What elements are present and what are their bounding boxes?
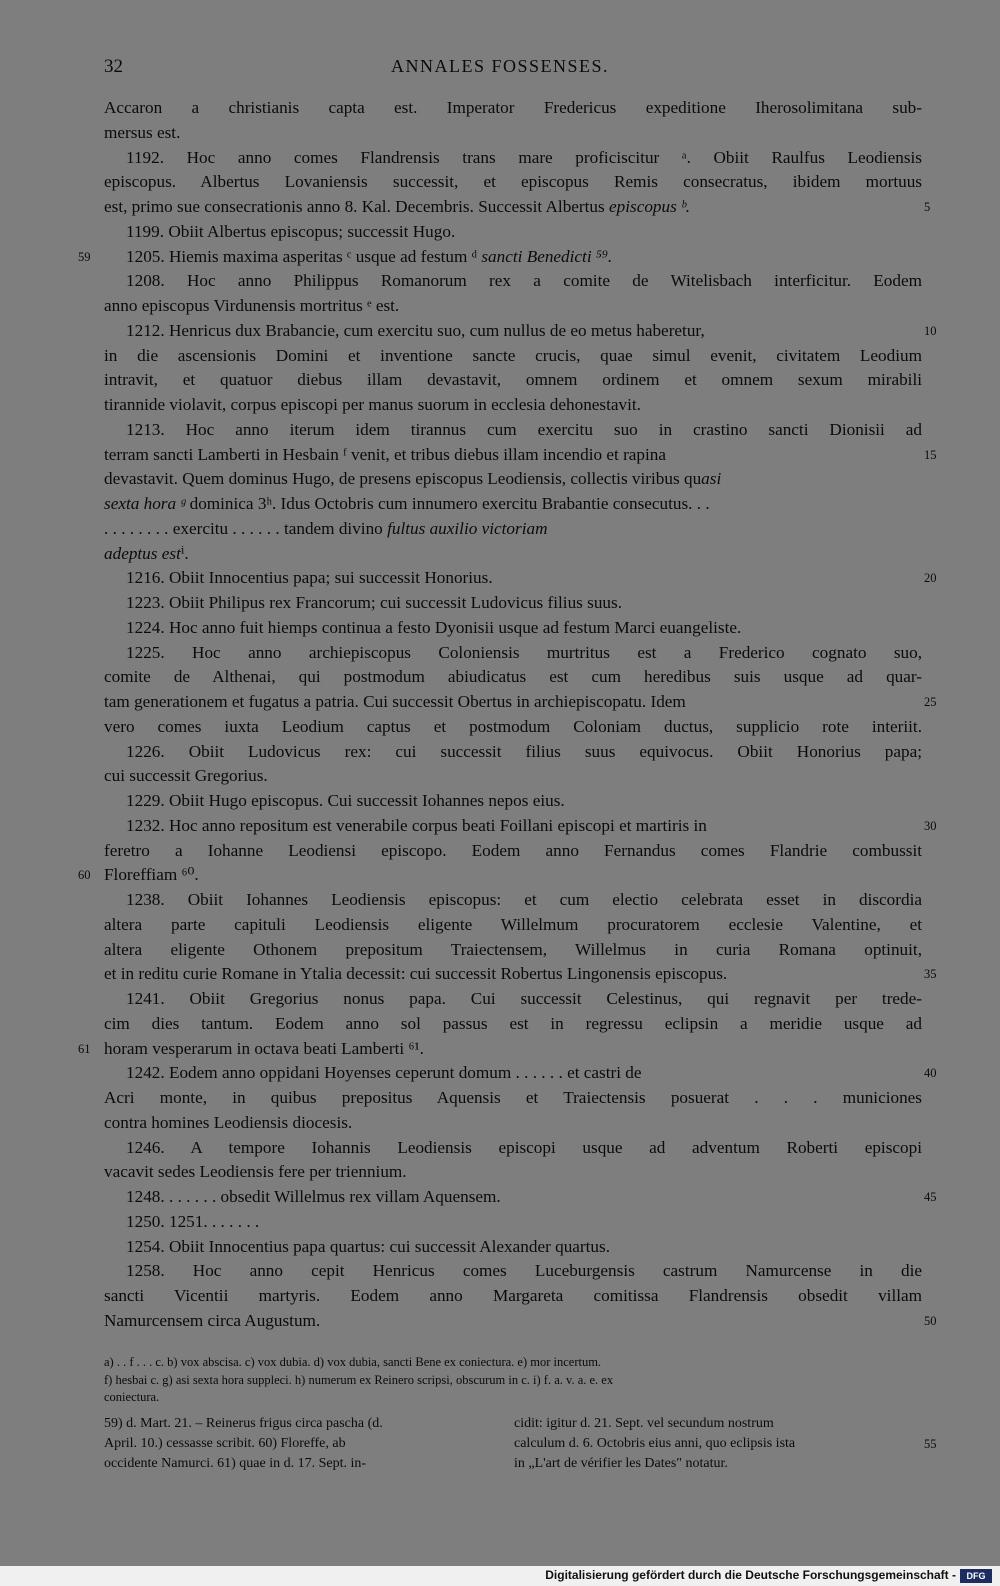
notes-line (104, 1434, 937, 1454)
text-line: altera parte capituli Leodiensis eligente Willelmum procuratorem ecclesie Valentine, et (104, 914, 922, 934)
text-line: sancti Vicentii martyris. Eodem anno Margareta comitissa Flandrensis obsedit villam (104, 1286, 922, 1305)
text-span: Floreffiam ⁶⁰. (104, 865, 199, 885)
text-line: 1208. Hoc anno Philippus Romanorum rex a comite de Witelisbach interficitur. Eodem (126, 271, 922, 291)
margin-note-number: 59 (78, 249, 91, 264)
page-number: 32 (104, 56, 123, 77)
line-number: 40 (924, 1066, 937, 1081)
text-line (104, 814, 937, 839)
margin-note-number: 61 (78, 1041, 91, 1056)
notes-right-column: in „L'art de vérifier les Dates" notatur. (514, 1456, 728, 1471)
text-line: anno episcopus Virdunensis mortritus ᵉ est. (104, 296, 400, 315)
line-number: 55 (924, 1437, 937, 1451)
text-line: cim dies tantum. Eodem anno sol passus est in regressu eclipsin a meridie usque ad (104, 1013, 922, 1033)
text-line: 1258. Hoc anno cepit Henricus comes Luceburgensis castrum Namurcense in die (126, 1261, 922, 1281)
text-line: 1238. Obiit Iohannes Leodiensis episcopus: et cum electio celebrata esset in discordia (126, 890, 922, 909)
line-number: 15 (924, 447, 937, 462)
italic-span: sexta hora ᵍ (104, 494, 186, 513)
text-line (104, 195, 931, 220)
text-span: devastavit. Quem dominus Hugo, de presens episcopus Leodiensis, collectis viribus qu (104, 469, 702, 489)
text-line (104, 962, 937, 987)
text-line: feretro a Iohanne Leodiensi episcopo. Eodem anno Fernandus comes Flandrie combussit (104, 840, 922, 860)
page-header (0, 56, 1000, 86)
text-line (104, 1061, 937, 1086)
text-line (104, 1185, 937, 1210)
line-number: 30 (924, 818, 937, 833)
text-line (104, 319, 937, 344)
italic-span: fultus auxilio victoriam (387, 518, 548, 538)
annals-text (78, 96, 937, 1334)
text-span: tam generationem et fugatus a patria. Cui successit Obertus in archiepiscopatu. Idem (104, 692, 686, 711)
text-line (104, 443, 937, 468)
text-span: 1205. Hiemis maxima asperitas ᶜ usque ad festum ᵈ (126, 246, 478, 266)
text-line: comite de Althenai, qui postmodum abiudicatus est cum heredibus suis usque ad quar- (104, 667, 922, 687)
text-line: tirannide violavit, corpus episcopi per manus suorum in ecclesia dehonestavit. (104, 395, 641, 414)
text-line (104, 1309, 937, 1334)
apparatus-line: a) . . f . . . c. b) vox abscisa. c) vox dubia. d) vox dubia, sancti Bene ex coniectura. e) mor incertum. (104, 1355, 602, 1369)
text-line: cui successit Gregorius. (104, 766, 268, 786)
text-line (104, 492, 922, 517)
text-line (78, 1037, 922, 1062)
text-line (104, 566, 937, 591)
italic-span: episcopus ᵇ. (609, 197, 691, 216)
text-span: terram sancti Lamberti in Hesbain ᶠ venit, et tribus diebus illam incendio et rapina (104, 444, 667, 464)
notes-right-column: cidit: igitur d. 21. Sept. vel secundum nostrum (514, 1416, 774, 1431)
text-line: 1226. Obiit Ludovicus rex: cui successit filius suus equivocus. Obiit Honorius papa; (126, 741, 922, 761)
text-line: mersus est. (104, 122, 181, 142)
notes-left-column: 59) d. Mart. 21. – Reinerus frigus circa pascha (d. (104, 1416, 383, 1431)
notes-right-column: calculum d. 6. Octobris eius anni, quo eclipsis ista (514, 1436, 796, 1451)
text-line: 1250. 1251. . . . . . . (126, 1211, 260, 1231)
apparatus-line: coniectura. (104, 1390, 160, 1404)
funding-notice: Digitalisierung gefördert durch die Deutsche Forschungsgemeinschaft - (545, 1568, 956, 1582)
text-line: 1192. Hoc anno comes Flandrensis trans mare proficiscitur ᵃ. Obiit Raulfus Leodiensis (126, 147, 922, 167)
text-line (78, 245, 922, 270)
text-span: dominica 3ʰ. Idus Octobris cum innumero exercitu Brabantie consecutus. . . (189, 494, 710, 513)
text-line: 1246. A tempore Iohannis Leodiensis episcopi usque ad adventum Roberti episcopi (126, 1137, 922, 1157)
text-span: est, primo sue consecrationis anno 8. Kal. Decembris. Successit Albertus (104, 197, 605, 216)
text-span: 1232. Hoc anno repositum est venerabile corpus beati Foillani episcopi et martiris in (126, 815, 707, 835)
text-span: ⁱ. (180, 543, 189, 563)
text-line: 1229. Obiit Hugo episcopus. Cui successit Iohannes nepos eius. (126, 791, 565, 810)
italic-span: sancti Benedicti ⁵⁹. (481, 246, 613, 266)
text-span: et in reditu curie Romane in Ytalia decessit: cui successit Robertus Lingonensis episcopus. (104, 964, 728, 984)
text-line: 1213. Hoc anno iterum idem tirannus cum exercitu suo in crastino sancti Dionisii ad (126, 419, 922, 439)
line-number: 50 (924, 1313, 937, 1328)
text-line: vero comes iuxta Leodium captus et postmodum Coloniam ductus, supplicio rote interiit. (104, 716, 922, 736)
notes-line (104, 1414, 922, 1434)
line-number: 25 (924, 695, 937, 709)
notes-line (104, 1454, 922, 1474)
text-line (104, 542, 922, 567)
text-line: Acri monte, in quibus prepositus Aquensis et Traiectensis posuerat . . . municiones (104, 1088, 922, 1107)
critical-apparatus (104, 1354, 922, 1407)
text-line: 1223. Obiit Philipus rex Francorum; cui successit Ludovicus filius suus. (126, 593, 623, 612)
text-span: 1216. Obiit Innocentius papa; sui successit Honorius. (126, 568, 493, 588)
notes-left-column: April. 10.) cessasse scribit. 60) Floreffe, ab (104, 1436, 346, 1451)
italic-span: asi (701, 469, 722, 489)
text-line: altera eligente Othonem prepositum Traiectensem, Willelmus in curia Romana optinuit, (104, 939, 922, 959)
footer-bar (0, 1566, 1000, 1586)
text-line: episcopus. Albertus Lovaniensis successit, et episcopus Remis consecratus, ibidem mortuus (104, 172, 922, 192)
text-line: contra homines Leodiensis diocesis. (104, 1112, 353, 1132)
margin-note-number: 60 (78, 868, 91, 883)
running-title: ANNALES FOSSENSES. (390, 56, 610, 76)
text-line: 1224. Hoc anno fuit hiemps continua a festo Dyonisii usque ad festum Marci euangeliste. (126, 617, 742, 637)
text-span: horam vesperarum in octava beati Lamberti ⁶¹. (104, 1038, 424, 1058)
line-number: 45 (924, 1190, 937, 1204)
line-number: 5 (924, 200, 931, 214)
text-line (78, 863, 922, 888)
line-number: 20 (924, 571, 937, 586)
line-number: 35 (924, 967, 937, 982)
text-line (104, 467, 922, 492)
text-span: 1242. Eodem anno oppidani Hoyenses ceperunt domum . . . . . . et castri de (126, 1063, 642, 1083)
notes-left-column: occidente Namurci. 61) quae in d. 17. Sept. in- (104, 1456, 367, 1471)
text-span: Namurcensem circa Augustum. (104, 1310, 321, 1330)
text-line: 1254. Obiit Innocentius papa quartus: cui successit Alexander quartus. (126, 1236, 611, 1256)
text-span: 1212. Henricus dux Brabancie, cum exercitu suo, cum nullus de eo metus haberetur, (126, 320, 705, 340)
text-line (104, 690, 937, 715)
text-line: vacavit sedes Leodiensis fere per triennium. (104, 1162, 407, 1182)
historical-notes (104, 1414, 937, 1474)
text-span: 1248. . . . . . . obsedit Willelmus rex villam Aquensem. (126, 1187, 501, 1206)
text-line (104, 517, 922, 542)
italic-span: adeptus est (104, 543, 181, 563)
text-line: in die ascensionis Domini et inventione sancte crucis, quae simul evenit, civitatem Leodium (104, 345, 922, 365)
dfg-logo[interactable]: DFG (960, 1569, 992, 1583)
text-span: . . . . . . . . exercitu . . . . . . tandem divino (104, 518, 383, 538)
text-line: Accaron a christianis capta est. Imperator Fredericus expeditione Iherosolimitana sub- (104, 98, 922, 117)
text-line: 1241. Obiit Gregorius nonus papa. Cui successit Celestinus, qui regnavit per trede- (126, 989, 922, 1008)
line-number: 10 (924, 323, 937, 338)
text-line: 1225. Hoc anno archiepiscopus Coloniensis murtritus est a Frederico cognato suo, (126, 642, 922, 662)
text-line: 1199. Obiit Albertus episcopus; successit Hugo. (126, 221, 456, 241)
apparatus-line: f) hesbai c. g) asi sexta hora suppleci. h) numerum ex Reinero scripsi, obscurum in c. i) f. a. v. a. e. ex (104, 1372, 614, 1387)
text-line: intravit, et quatuor diebus illam devastavit, omnem ordinem et omnem sexum mirabili (104, 370, 922, 390)
